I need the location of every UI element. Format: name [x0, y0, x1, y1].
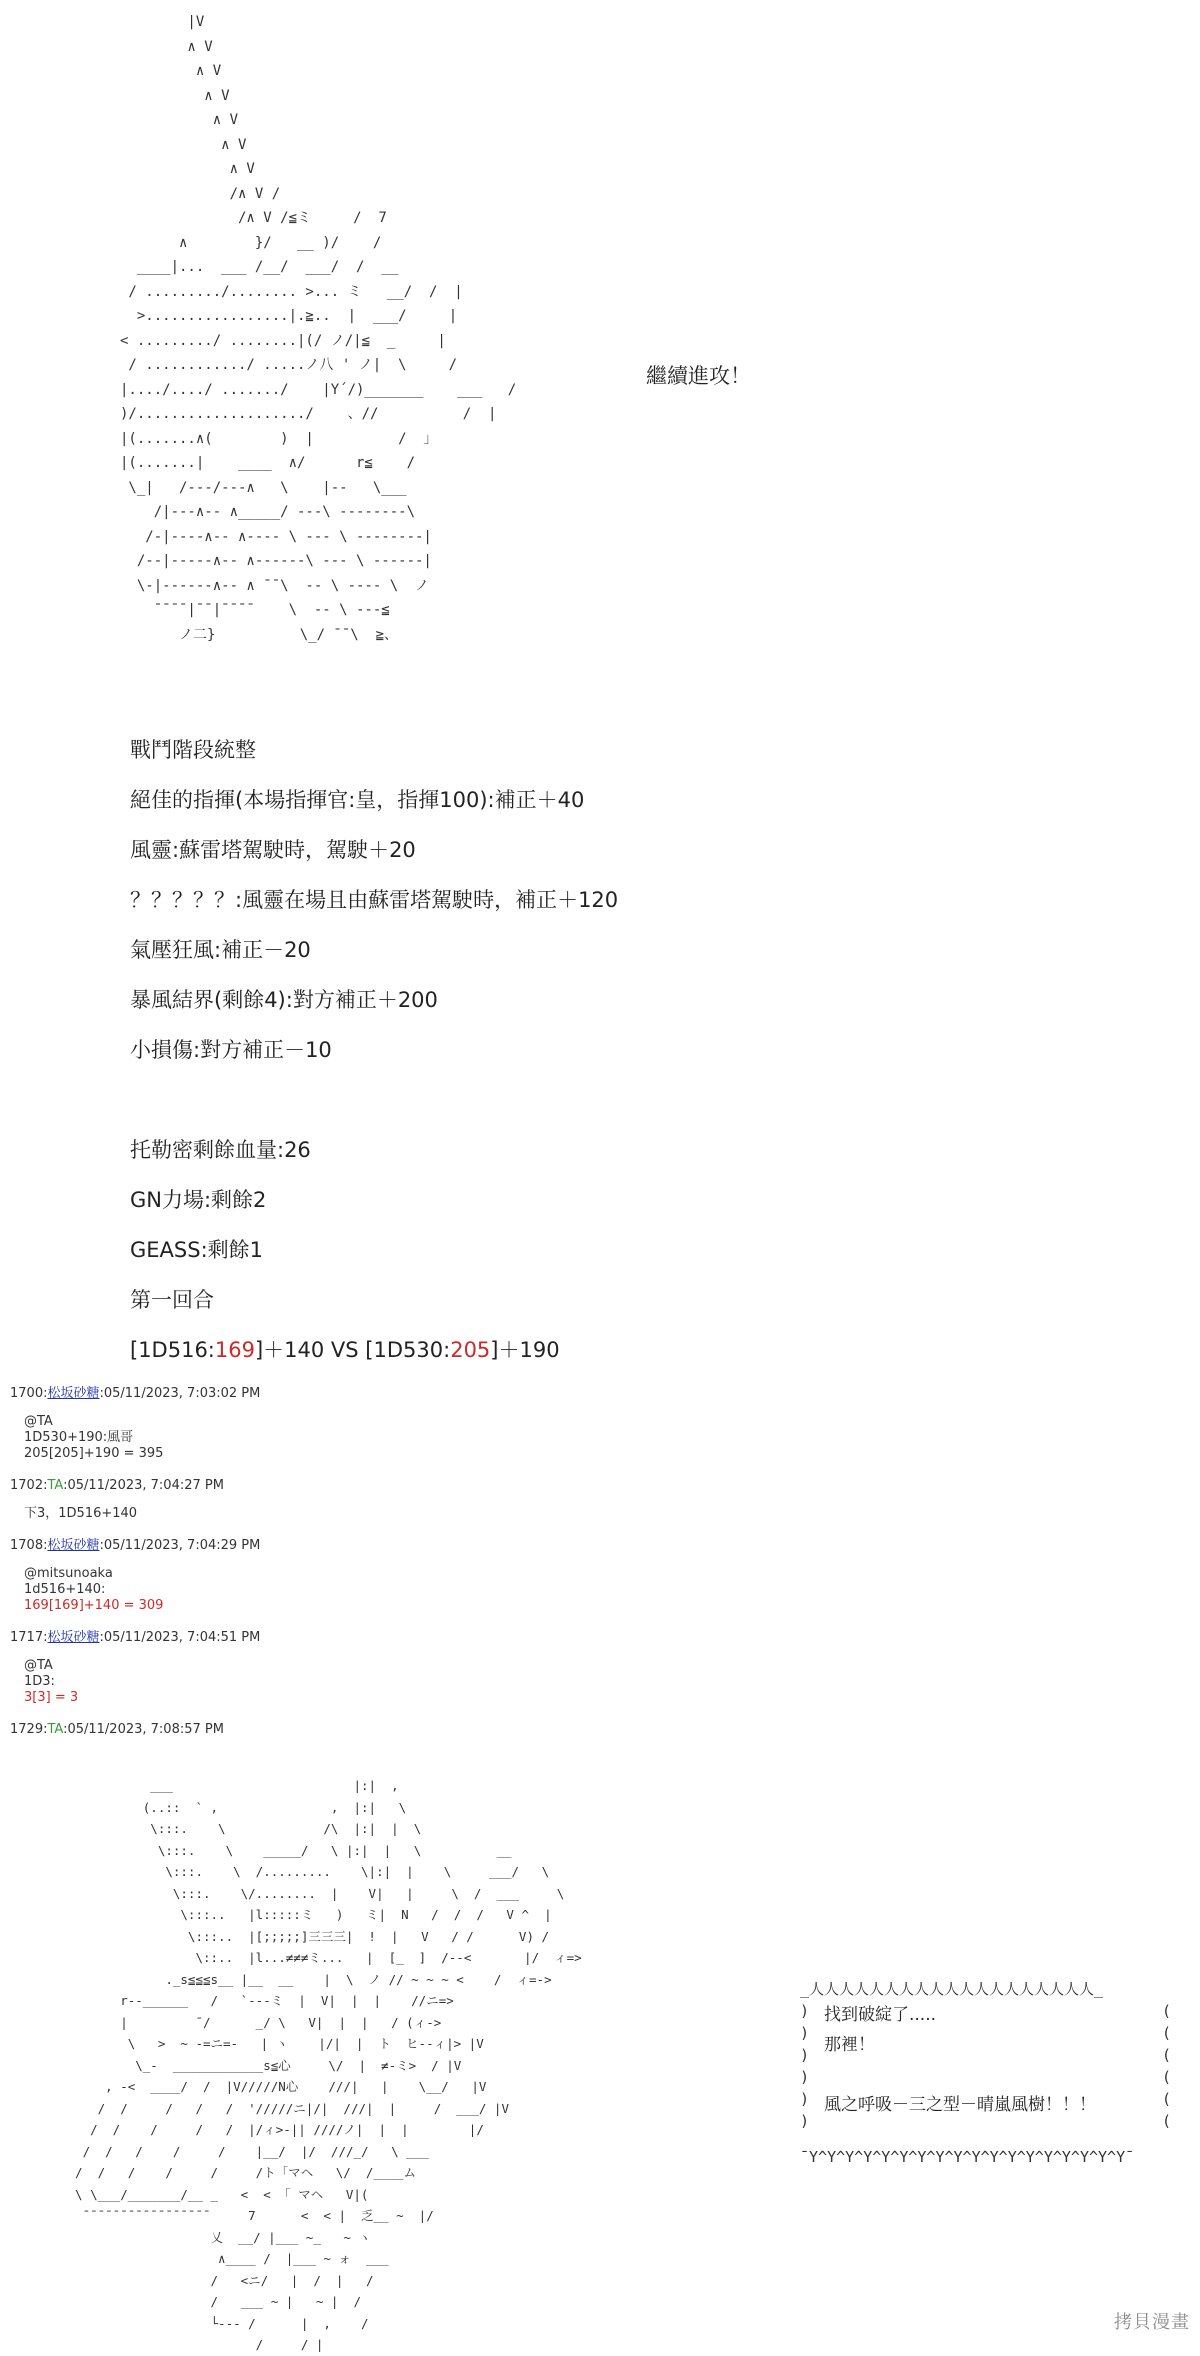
- post-timestamp: :05/11/2023, 7:04:51 PM: [99, 1630, 261, 1645]
- roll-right-close: ]＋190: [490, 1338, 560, 1362]
- dice-roll-line: [130, 1325, 930, 1375]
- post-line: 下3，1D516+140: [24, 1506, 138, 1521]
- buff-line: 氣壓狂風:補正－20: [130, 938, 311, 962]
- post-header: [10, 1627, 910, 1649]
- forum-posts: [10, 1383, 910, 1741]
- status-line: 第一回合: [130, 1288, 214, 1312]
- bubble-line: [824, 2060, 1154, 2090]
- post-line: 205[205]+190 = 395: [24, 1446, 164, 1461]
- post-line: 3[3] = 3: [24, 1690, 79, 1705]
- post-header: [10, 1535, 910, 1557]
- bubble-right-side: ( ( ( ( ( (: [1162, 2002, 1172, 2130]
- status-line: GEASS:剩餘1: [130, 1238, 264, 1262]
- bubble-line: 風之呼吸－三之型－晴嵐風樹！！！: [824, 2095, 1096, 2115]
- side-note: 繼續進攻！: [646, 364, 751, 388]
- spacer: [130, 1075, 930, 1125]
- roll-right-value: 205: [450, 1338, 491, 1362]
- post-header: [10, 1475, 910, 1497]
- bubble-text: [824, 2000, 1154, 2120]
- post-body: [10, 1649, 910, 1719]
- status-line: 托勒密剩餘血量:26: [130, 1138, 311, 1162]
- post-author: TA: [47, 1722, 64, 1737]
- post-line: 1d516+140:: [24, 1582, 106, 1597]
- post-header: [10, 1383, 910, 1405]
- post-author[interactable]: 松坂砂糖: [47, 1538, 100, 1553]
- post-line: 1D3:: [24, 1674, 55, 1689]
- post-timestamp: :05/11/2023, 7:08:57 PM: [63, 1722, 224, 1737]
- buff-line: 風靈:蘇雷塔駕駛時，駕駛＋20: [130, 838, 416, 862]
- buff-line: 絕佳的指揮(本場指揮官:皇，指揮100):補正＋40: [130, 788, 585, 812]
- post-timestamp: :05/11/2023, 7:04:29 PM: [99, 1538, 261, 1553]
- post-line: 169[169]+140 = 309: [24, 1598, 164, 1613]
- phase-title: 戰鬥階段統整: [130, 738, 256, 762]
- roll-left-close: ]＋140 VS [1D530:: [254, 1338, 451, 1362]
- post-number: 1729:: [10, 1722, 48, 1737]
- speech-bubble: [800, 1978, 1175, 2168]
- post-line: @TA: [24, 1658, 53, 1673]
- post-header: [10, 1719, 910, 1741]
- post-timestamp: :05/11/2023, 7:03:02 PM: [99, 1386, 261, 1401]
- post-body: [10, 1497, 910, 1535]
- post-author[interactable]: 松坂砂糖: [47, 1630, 100, 1645]
- post-author[interactable]: 松坂砂糖: [47, 1386, 100, 1401]
- status-line: GN力場:剩餘2: [130, 1188, 267, 1212]
- post-number: 1717:: [10, 1630, 48, 1645]
- bubble-line: 找到破綻了.....: [824, 2005, 937, 2025]
- ascii-art-bottom: ___ |:| , (..:: ` , , |:| \ \:::. \ /\ |:| | \ \:::. \ _____/ \ |:| | \ __ \:::. \ /......... \|:| | \ ___/ \ \:::. \/........ | V| | \ / ___ \ \:::.. |l:::::ミ ) ミ| N / / / V ^ | \:::.. |[;;;;;]三三三| ! | V / / V) / \::.. |l...≠≠≠ミ... | [_ ] /--< |/ ィ=> ._s≦≦≦s__ |__ __ | \ ノ // ~ ~ ~ < / ィ=-> r--______ / `---ミ | V| | | //ニ=> | ¯/ _/ \ V| | | / (ィ-> \ > ~ -=ニ=- | ヽ |/| | ト ヒ--ィ|> |V \_- ____________s≦心 \/ | ≠-ミ> / |V , -< ____/ / |V/////N心 ///| | \__/ |V / / / / / '/////ニ|/| ///| | / ___/ |V / / / / / |/ィ>-|| ////ノ| | | |/ / / / / / |__/ |/ ///_/ \ ___ / / / / / /ト「マヘ \/ /____ム \ \___/_______/__ _ < < 「 マヘ V|( ¯¯¯¯¯¯¯¯¯¯¯¯¯¯¯¯¯ 7 < < | 乏__ ~ |/ 乂 __/ |___ ~_ ~ ヽ ∧____ / |___ ~ ォ ___ / <ニ/ | / | / / ___ ~ | ~ | / └--- / | , / / / |: [75, 1778, 582, 2352]
- watermark: 拷貝漫畫: [1114, 2312, 1190, 2333]
- post-body: [10, 1405, 910, 1475]
- post-line: @TA: [24, 1414, 53, 1429]
- post-number: 1702:: [10, 1478, 48, 1493]
- post-line: @mitsunoaka: [24, 1566, 113, 1581]
- roll-left-open: [1D516:: [130, 1338, 215, 1362]
- post-timestamp: :05/11/2023, 7:04:27 PM: [63, 1478, 224, 1493]
- post-number: 1700:: [10, 1386, 48, 1401]
- bubble-bottom-edge: ¯Y^Y^Y^Y^Y^Y^Y^Y^Y^Y^Y^Y^Y^Y^Y^Y^Y^Y¯: [800, 2148, 1135, 2166]
- battle-summary: [130, 725, 930, 1375]
- post-line: 1D530+190:風哥: [24, 1430, 134, 1445]
- bubble-line: 那裡！: [824, 2035, 875, 2055]
- roll-left-value: 169: [214, 1338, 255, 1362]
- buff-line: ？？？？？:風靈在場且由蘇雷塔駕駛時，補正＋120: [130, 888, 619, 912]
- ascii-art-top: |V ∧ V ∧ V ∧ V ∧ V ∧ V ∧ V /∧ V / /∧ V /≦ミ / 7 ∧ }/ __ )/ / ____|... ___ /__/ ___/ / __ / ........./........ >... ミ __/ / | >.................|.≧.. | ___/ | < ........./ ........|(/ ノ/|≦ _ | / ............/ .....ノ八 ' ノ| \ / |..../..../ ......./ |Y´/)_______ ___ / )/..................../ 、// / | |(.......∧( ) | / 」 |(.......| ____ ∧/ r≦ / \_| /---/---∧ \ |-- \___ /|---∧-- ∧_____/ ---\ --------\ /-|----∧-- ∧---- \ --- \ --------| /--|-----∧-- ∧------\ --- \ ------| \-|------∧-- ∧ ¯¯\ -- \ ---- \ ノ ¯¯¯¯|¯¯|¯¯¯¯ \ -- \ ---≦ ノ二} \_/ ¯¯\ ≧、: [120, 14, 517, 643]
- post-body: [10, 1557, 910, 1627]
- post-number: 1708:: [10, 1538, 48, 1553]
- bubble-top-edge: _人人人人人人人人人人人人人人人人人人人_: [800, 1980, 1104, 1998]
- buff-line: 暴風結界(剩餘4):對方補正＋200: [130, 988, 438, 1012]
- buff-line: 小損傷:對方補正－10: [130, 1038, 332, 1062]
- post-author: TA: [47, 1478, 64, 1493]
- bubble-left-side: ) ) ) ) ) ): [800, 2002, 810, 2130]
